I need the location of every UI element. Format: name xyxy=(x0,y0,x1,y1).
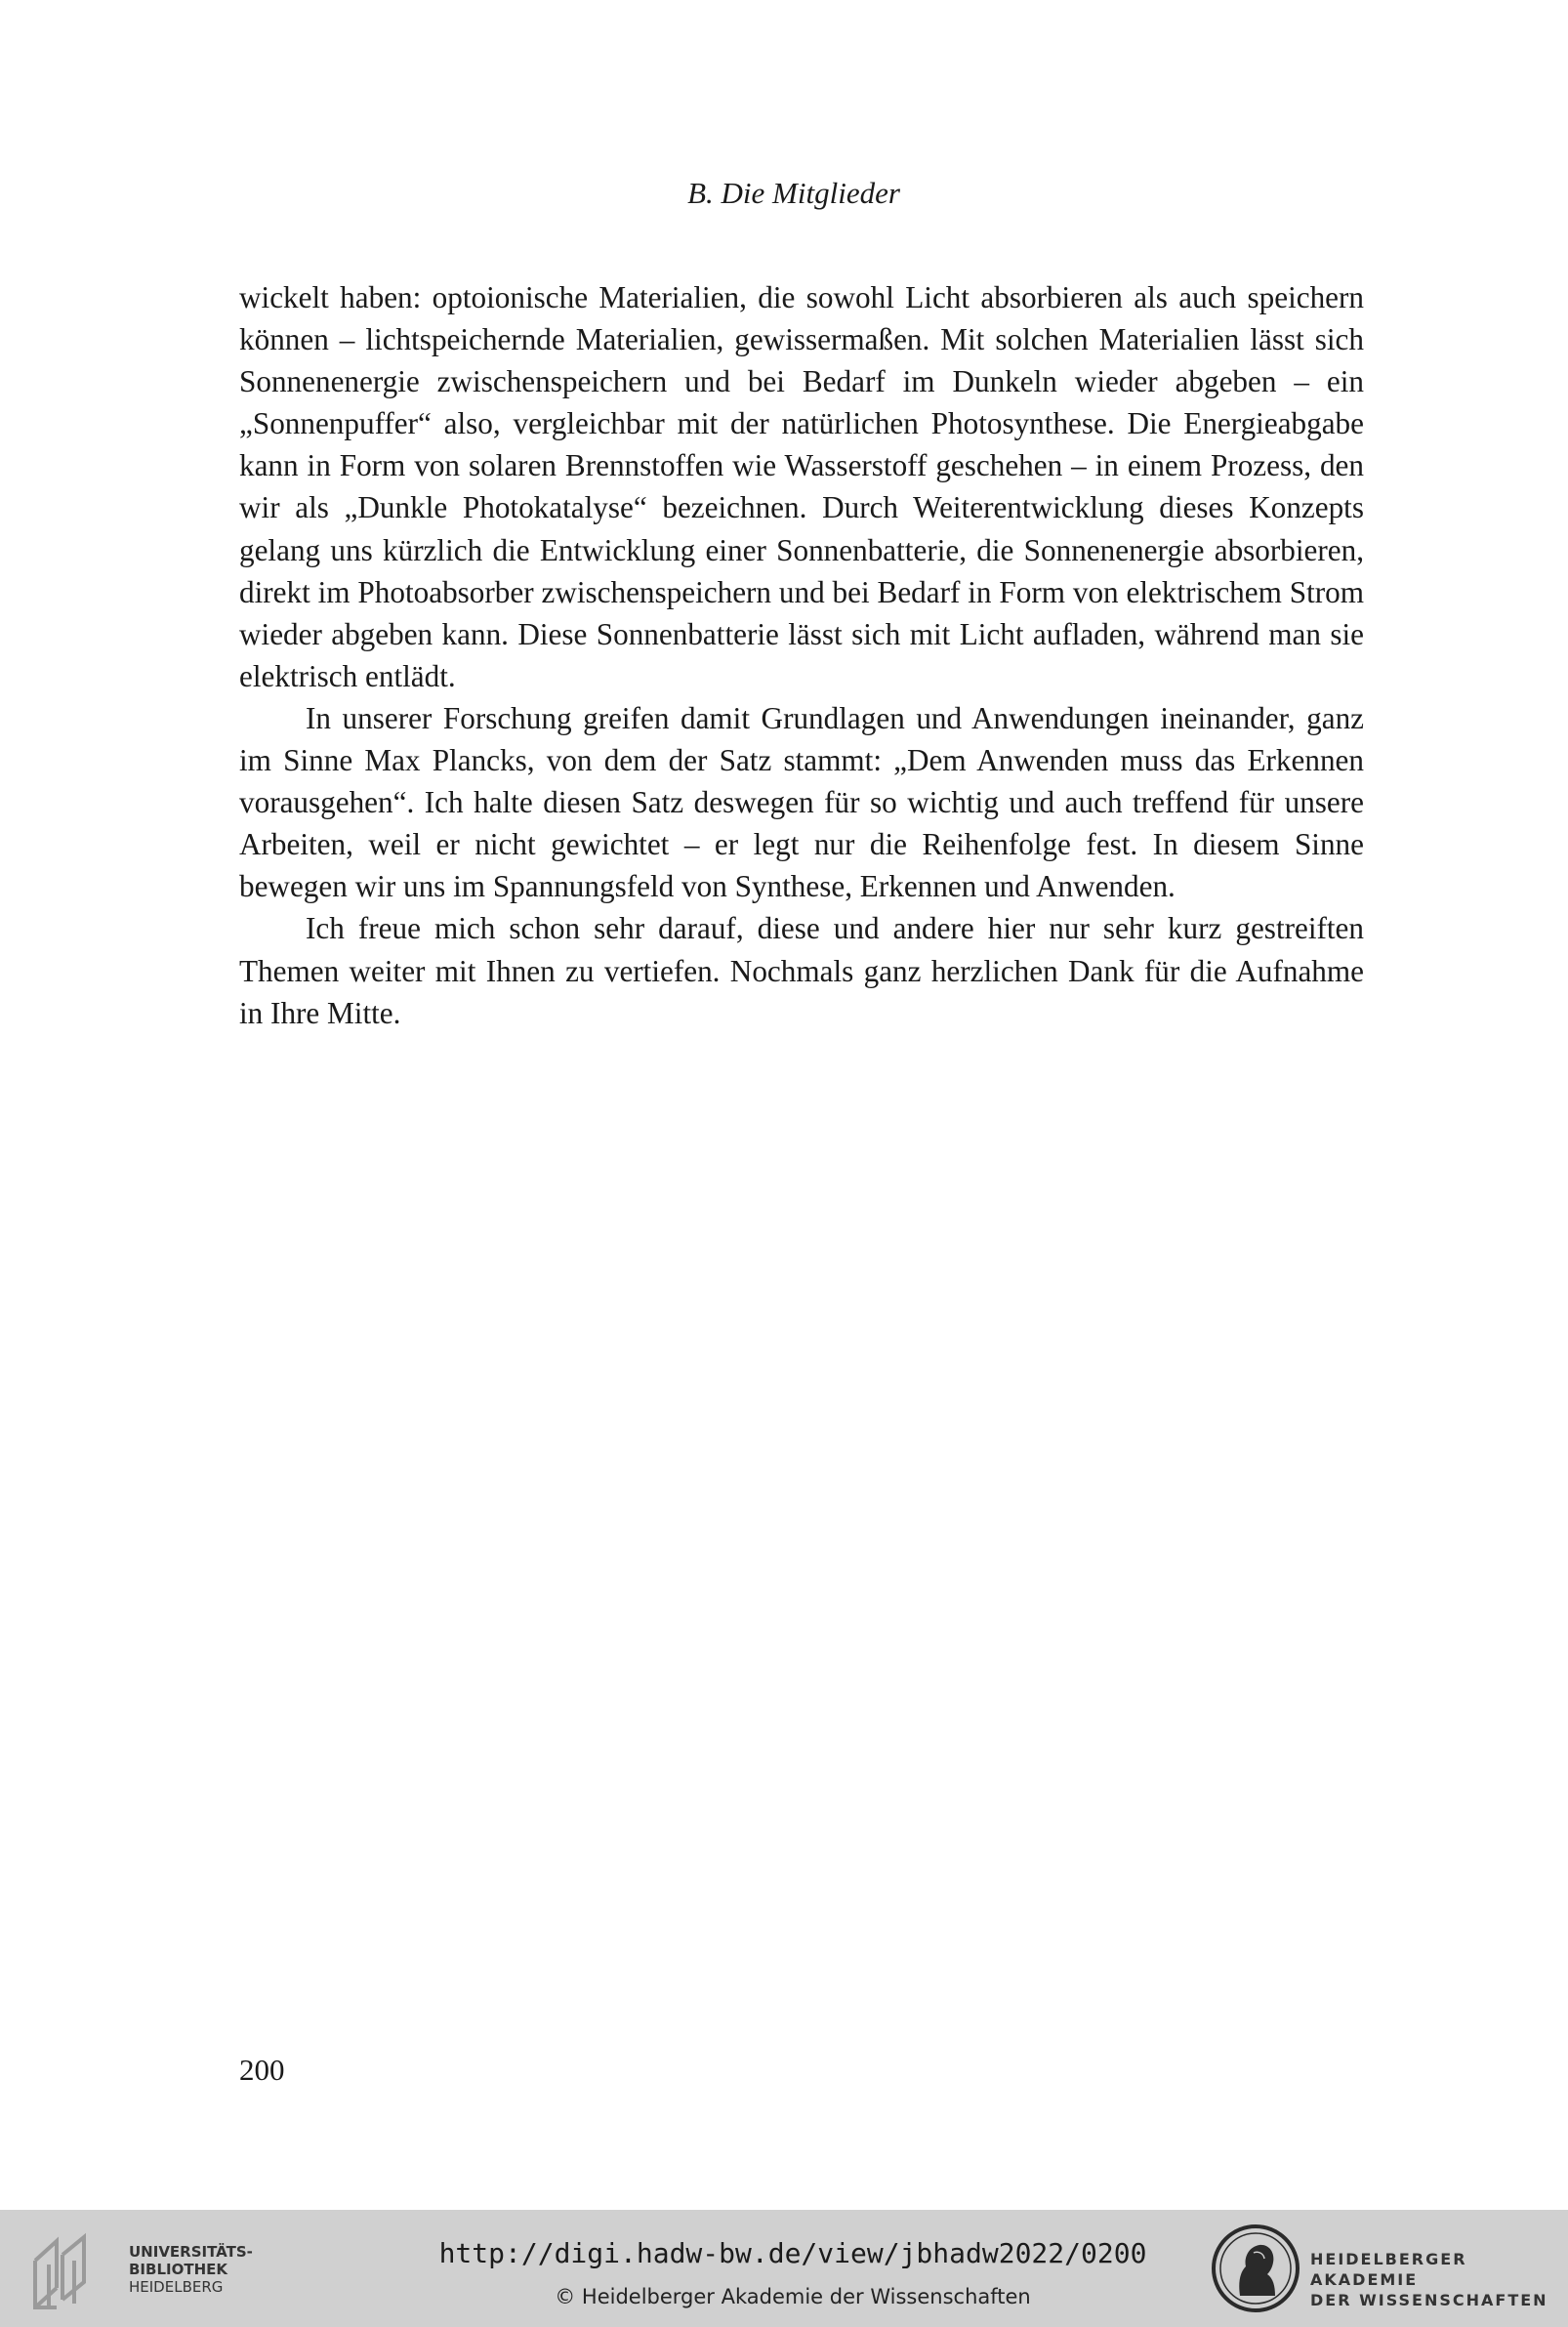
digitization-footer xyxy=(0,2210,1568,2327)
academy-name xyxy=(1310,2249,1568,2310)
library-name-line: UNIVERSITÄTS- xyxy=(129,2243,253,2261)
library-name-line: HEIDELBERG xyxy=(129,2278,224,2296)
running-head: B. Die Mitglieder xyxy=(687,176,900,210)
paragraph-continued: wickelt haben: optoionische Materialien, die sowohl Licht absorbieren als auch speichern können – lichtspeichernde Materialien, gewissermaßen. Mit solchen Materialien lässt sich Sonnenenergie zwischenspeichern und bei Bedarf im Dunkeln wieder abgeben – ein „Sonnenpuffer“ also, vergleichbar mit der natürlichen Photosynthese. Die Energieabgabe kann in Form von solaren Brennstoffen wie Wasserstoff geschehen – in einem Prozess, den wir als „Dunkle Photokatalyse“ bezeichnen. Durch Weiterentwicklung dieses Konzepts gelang uns kürzlich die Entwicklung einer Sonnenbatterie, die Sonnenenergie absorbieren, direkt im Photoabsorber zwischenspeichern und bei Bedarf in Form von elektrischem Strom wieder abgeben kann. Diese Sonnenbatterie lässt sich mit Licht aufladen, während man sie elektrisch entlädt. xyxy=(239,280,1364,693)
paragraph: In unserer Forschung greifen damit Grundlagen und Anwendungen ineinander, ganz im Sinne Max Plancks, von dem der Satz stammt: „Dem Anwenden muss das Erkennen vorausgehen“. Ich halte diesen Satz deswegen für so wichtig und auch treffend für unsere Arbeiten, weil er nicht gewichtet – er legt nur die Reihenfolge fest. In diesem Sinne bewegen wir uns im Spannungsfeld von Synthese, Erkennen und Anwenden. xyxy=(239,700,1364,904)
body-text xyxy=(239,276,1364,1034)
academy-seal-portrait-icon xyxy=(1211,2223,1300,2313)
paragraph: Ich freue mich schon sehr darauf, diese und andere hier nur sehr kurz gestreiften Themen weiter mit Ihnen zu vertiefen. Nochmals ganz herzlichen Dank für die Aufnahme in Ihre Mitte. xyxy=(239,911,1364,1030)
permalink-url[interactable]: http://digi.hadw-bw.de/view/jbhadw2022/0200 xyxy=(438,2237,1147,2269)
copyright-notice: © Heidelberger Akademie der Wissenschaften xyxy=(555,2285,1031,2308)
library-name-line: BIBLIOTHEK xyxy=(129,2261,227,2278)
academy-name-line: DER WISSENSCHAFTEN xyxy=(1310,2291,1548,2309)
page-number: 200 xyxy=(239,2053,285,2087)
academy-name-line: HEIDELBERGER AKADEMIE xyxy=(1310,2250,1467,2289)
